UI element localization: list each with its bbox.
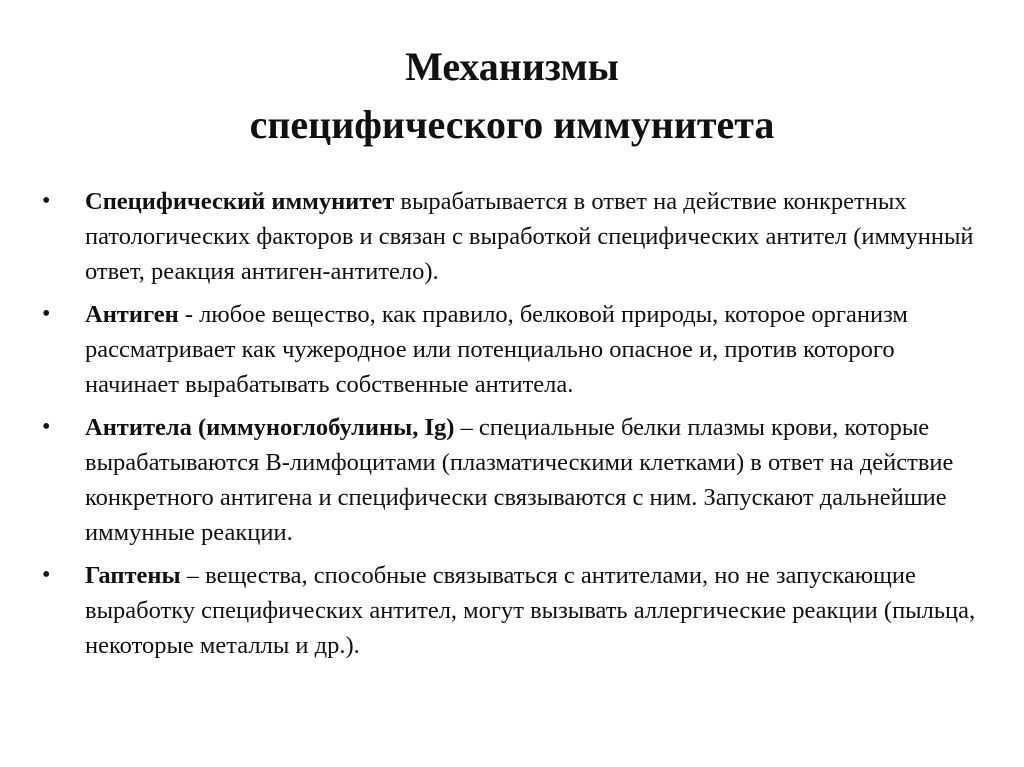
bullet-term: Специфический иммунитет [85,188,395,215]
slide-title [0,38,1024,154]
bullet-dot-icon: • [42,562,51,588]
title-line-2: специфического иммунитета [249,102,775,147]
bullet-specific-immunity [42,184,992,289]
bullet-dot-icon: • [42,188,51,214]
bullet-text: – специальные белки плазмы крови, которые вырабатываются В-лимфоцитами (плазматическими клетками) в ответ на действие конкретного антигена и специфически связываются с ним. Запускают дальнейшие иммунные реакции. [85,414,954,546]
bullet-text: - любое вещество, как правило, белковой природы, которое организм рассматривает как чужеродное или потенциально опасное и, против которого начинает вырабатывать собственные антитела. [85,301,908,398]
bullet-text: вырабатывается в ответ на действие конкретных патологических факторов и связан с выработкой специфических антител (иммунный ответ, реакция антиген-антитело). [85,188,974,285]
bullet-term: Антиген [85,301,179,328]
bullet-haptens [42,558,992,663]
bullet-antibodies [42,410,992,550]
bullet-term: Антитела (иммуноглобулины, Ig) [85,414,455,441]
title-line-1: Механизмы [405,44,619,89]
bullet-antigen [42,297,992,402]
bullet-dot-icon: • [42,414,51,440]
bullet-text: – вещества, способные связываться с антителами, но не запускающие выработку специфических антител, могут вызывать аллергические реакции (пыльца, некоторые металлы и др.). [85,562,976,659]
bullet-list [42,184,992,671]
bullet-dot-icon: • [42,301,51,327]
bullet-term: Гаптены [85,562,181,589]
